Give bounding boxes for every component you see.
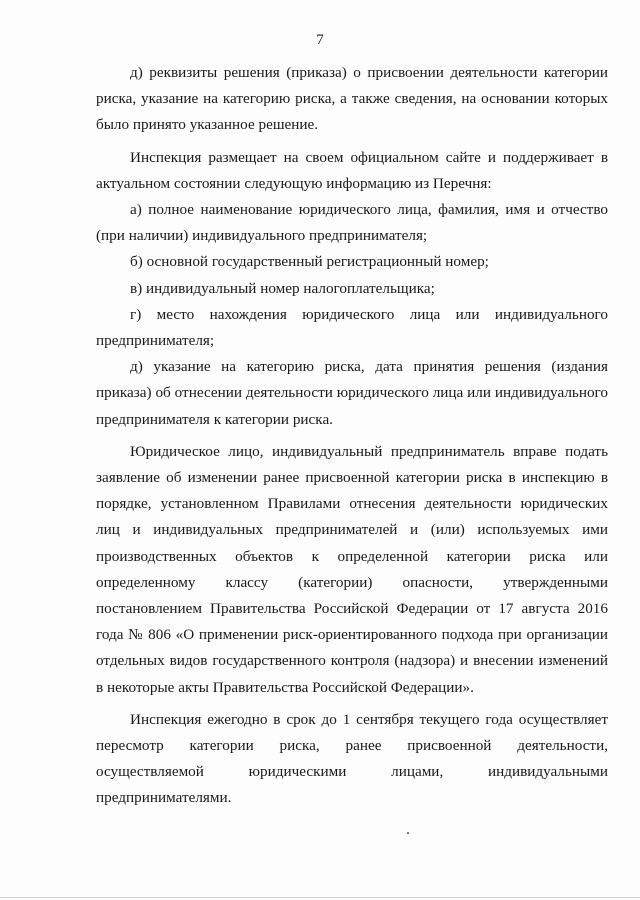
scan-speck xyxy=(407,832,409,834)
paragraph-annual-review: Инспекция ежегодно в срок до 1 сентября текущего года осуществляет пересмотр категории риска, ранее присвоенной деятельности, осуществляемой юридическими лицами, индивидуальными предпринимателями. xyxy=(96,710,608,807)
paragraph-item-g-location: г) место нахождения юридического лица или индивидуального предпринимателя; xyxy=(96,305,608,350)
paragraph-item-d-decision-details: д) реквизиты решения (приказа) о присвоении деятельности категории риска, указание на категорию риска, а также сведения, на основании которых было принято указанное решение. xyxy=(96,64,608,134)
page-number: 7 xyxy=(316,32,324,48)
paragraph-item-v-taxpayer-number: в) индивидуальный номер налогоплательщика; xyxy=(130,279,435,297)
paragraph-legal-entity-application: Юридическое лицо, индивидуальный предприниматель вправе подать заявление об изменении ранее присвоенной категории риска в инспекцию в порядке, установленном Правилами отнесения деятельности юридических лиц и индивидуальных предпринимателей и (или) используемых ими производственных объектов к определенной категории риска или определенному классу (категории) опасности, утвержденными постановлением Правительства Российской Федерации от 17 августа 2016 года № 806 «О применении риск-ориентированного подхода при организации отдельных видов государственного контроля (надзора) и внесении изменений в некоторые акты Правительства Российской Федерации». xyxy=(96,442,608,696)
document-body xyxy=(96,60,608,812)
paragraph-inspection-publishes: Инспекция размещает на своем официальном сайте и поддерживает в актуальном состоянии следующую информацию из Перечня: xyxy=(96,148,608,192)
paragraph-item-d-risk-category: д) указание на категорию риска, дата принятия решения (издания приказа) об отнесении деятельности юридического лица или индивидуального предпринимателя к категории риска. xyxy=(96,358,608,428)
paragraph-item-a-full-name: а) полное наименование юридического лица, фамилия, имя и отчество (при наличии) индивидуального предпринимателя; xyxy=(96,201,608,245)
paragraph-item-b-registration-number: б) основной государственный регистрационный номер; xyxy=(130,253,489,271)
page-bottom-edge xyxy=(0,897,640,898)
